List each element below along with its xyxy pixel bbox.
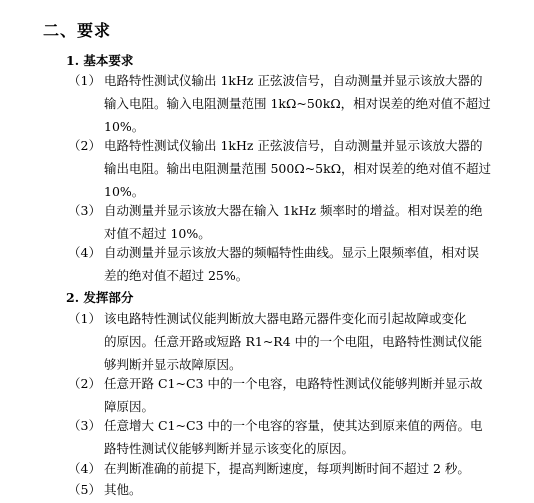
item-line: 对值不超过 10%。 (104, 226, 211, 241)
item-line: 输出电阻。输出电阻测量范围 500Ω~5kΩ，相对误差的绝对值不超过 (104, 161, 492, 176)
item-number: （4） (68, 461, 101, 476)
item-number: （1） (68, 311, 101, 326)
subsection-heading-extended: 2. 发挥部分 (66, 290, 134, 305)
item-line: 该电路特性测试仪能判断放大器电路元器件变化而引起故障或变化 (104, 311, 467, 326)
item-line: 够判断并显示故障原因。 (104, 357, 242, 372)
item-number: （2） (68, 138, 101, 153)
item-line: 路特性测试仪能够判断并显示该变化的原因。 (104, 441, 355, 456)
item-line: 任意开路 C1~C3 中的一个电容，电路特性测试仪能够判断并显示故 (104, 376, 483, 391)
item-line: 自动测量并显示该放大器在输入 1kHz 频率时的增益。相对误差的绝 (104, 203, 483, 218)
item-line: 自动测量并显示该放大器的频幅特性曲线。显示上限频率值，相对误 (104, 245, 480, 260)
item-line: 在判断准确的前提下，提高判断速度，每项判断时间不超过 2 秒。 (104, 461, 470, 476)
item-number: （4） (68, 245, 101, 260)
item-number: （2） (68, 376, 101, 391)
item-number: （5） (68, 482, 101, 497)
item-number: （3） (68, 203, 101, 218)
item-line: 电路特性测试仪输出 1kHz 正弦波信号，自动测量并显示该放大器的 (104, 138, 483, 153)
subsection-heading-basic: 1. 基本要求 (66, 53, 134, 68)
item-number: （3） (68, 418, 101, 433)
item-line: 10%。 (104, 119, 145, 134)
item-line: 的原因。任意开路或短路 R1~R4 中的一个电阻，电路特性测试仪能 (104, 334, 483, 349)
item-line: 任意增大 C1~C3 中的一个电容的容量，使其达到原来值的两倍。电 (104, 418, 483, 433)
item-line: 输入电阻。输入电阻测量范围 1kΩ~50kΩ，相对误差的绝对值不超过 (104, 96, 491, 111)
item-line: 障原因。 (104, 399, 155, 414)
item-number: （1） (68, 73, 101, 88)
item-line: 电路特性测试仪输出 1kHz 正弦波信号，自动测量并显示该放大器的 (104, 73, 483, 88)
item-line: 10%。 (104, 184, 145, 199)
section-title: 二、要求 (43, 21, 112, 40)
item-line: 差的绝对值不超过 25%。 (104, 268, 249, 283)
item-line: 其他。 (104, 482, 142, 497)
